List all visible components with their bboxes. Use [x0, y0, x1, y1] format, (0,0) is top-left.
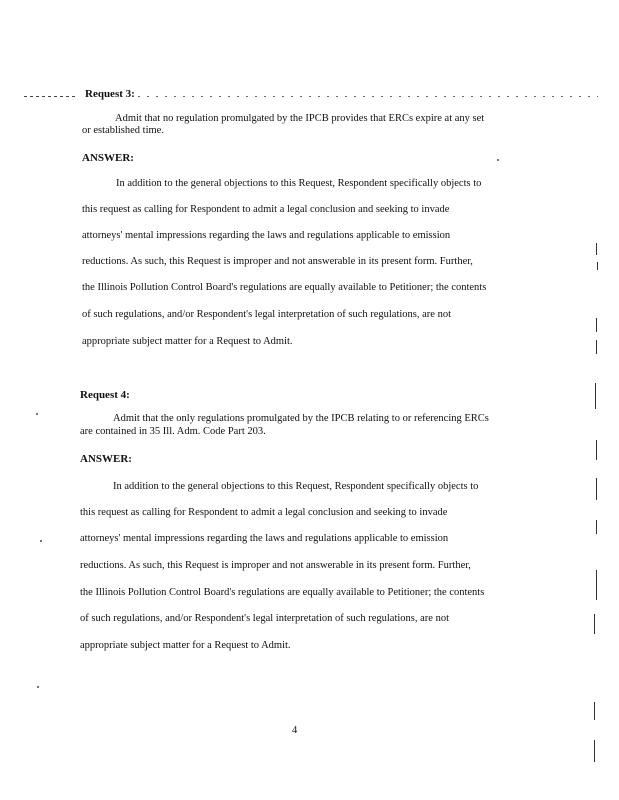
answer-3-line: of such regulations, and/or Respondent's legal interpretation of such regulations, are not [82, 309, 452, 320]
request-3-heading: Request 3: [85, 88, 135, 100]
page-number: 4 [292, 725, 298, 736]
request-4-heading: Request 4: [80, 389, 130, 401]
answer-3-line: appropriate subject matter for a Request to Admit. [82, 336, 293, 347]
scan-speck [497, 159, 499, 161]
answer-4-line: reductions. As such, this Request is improper and not answerable in its present form. Further, [80, 560, 471, 571]
scan-edge-mark [594, 740, 595, 762]
scan-edge-mark [594, 614, 595, 634]
scan-artifact-line [138, 96, 598, 97]
scan-edge-mark [596, 243, 597, 255]
answer-3-line: attorneys' mental impressions regarding the laws and regulations applicable to emission [82, 230, 451, 241]
scan-speck [40, 540, 42, 542]
request-4-text-line: are contained in 35 Ill. Adm. Code Part 203. [80, 426, 266, 437]
scan-edge-mark [596, 478, 597, 500]
answer-4-line: appropriate subject matter for a Request to Admit. [80, 640, 291, 651]
answer-3-line: reductions. As such, this Request is improper and not answerable in its present form. Further, [82, 256, 473, 267]
scan-speck [36, 413, 38, 415]
scan-edge-mark [596, 340, 597, 354]
answer-4-line: this request as calling for Respondent to admit a legal conclusion and seeking to invade [80, 507, 448, 518]
answer-4-line: the Illinois Pollution Control Board's regulations are equally available to Petitioner; the contents [80, 587, 485, 598]
scan-edge-mark [596, 440, 597, 460]
scan-edge-mark [596, 318, 597, 332]
scan-edge-mark [596, 570, 597, 600]
scan-edge-mark [595, 383, 596, 409]
scan-artifact-line [24, 96, 76, 97]
request-3-text-line: or established time. [82, 125, 164, 136]
answer-4-line: In addition to the general objections to this Request, Respondent specifically objects to [113, 481, 479, 492]
request-4-text-line: Admit that the only regulations promulgated by the IPCB relating to or referencing ERCs [113, 413, 489, 424]
request-3-text-line: Admit that no regulation promulgated by the IPCB provides that ERCs expire at any set [115, 113, 485, 124]
scan-edge-mark [597, 262, 598, 270]
scan-edge-mark [596, 520, 597, 534]
answer-4-heading: ANSWER: [80, 453, 132, 465]
answer-4-line: of such regulations, and/or Respondent's legal interpretation of such regulations, are not [80, 613, 450, 624]
answer-3-line: In addition to the general objections to this Request, Respondent specifically objects to [116, 178, 482, 189]
answer-4-line: attorneys' mental impressions regarding the laws and regulations applicable to emission [80, 533, 449, 544]
scan-edge-mark [594, 702, 595, 720]
answer-3-line: the Illinois Pollution Control Board's regulations are equally available to Petitioner; the contents [82, 282, 487, 293]
scan-speck [37, 686, 39, 688]
answer-3-heading: ANSWER: [82, 152, 134, 164]
answer-3-line: this request as calling for Respondent to admit a legal conclusion and seeking to invade [82, 204, 450, 215]
